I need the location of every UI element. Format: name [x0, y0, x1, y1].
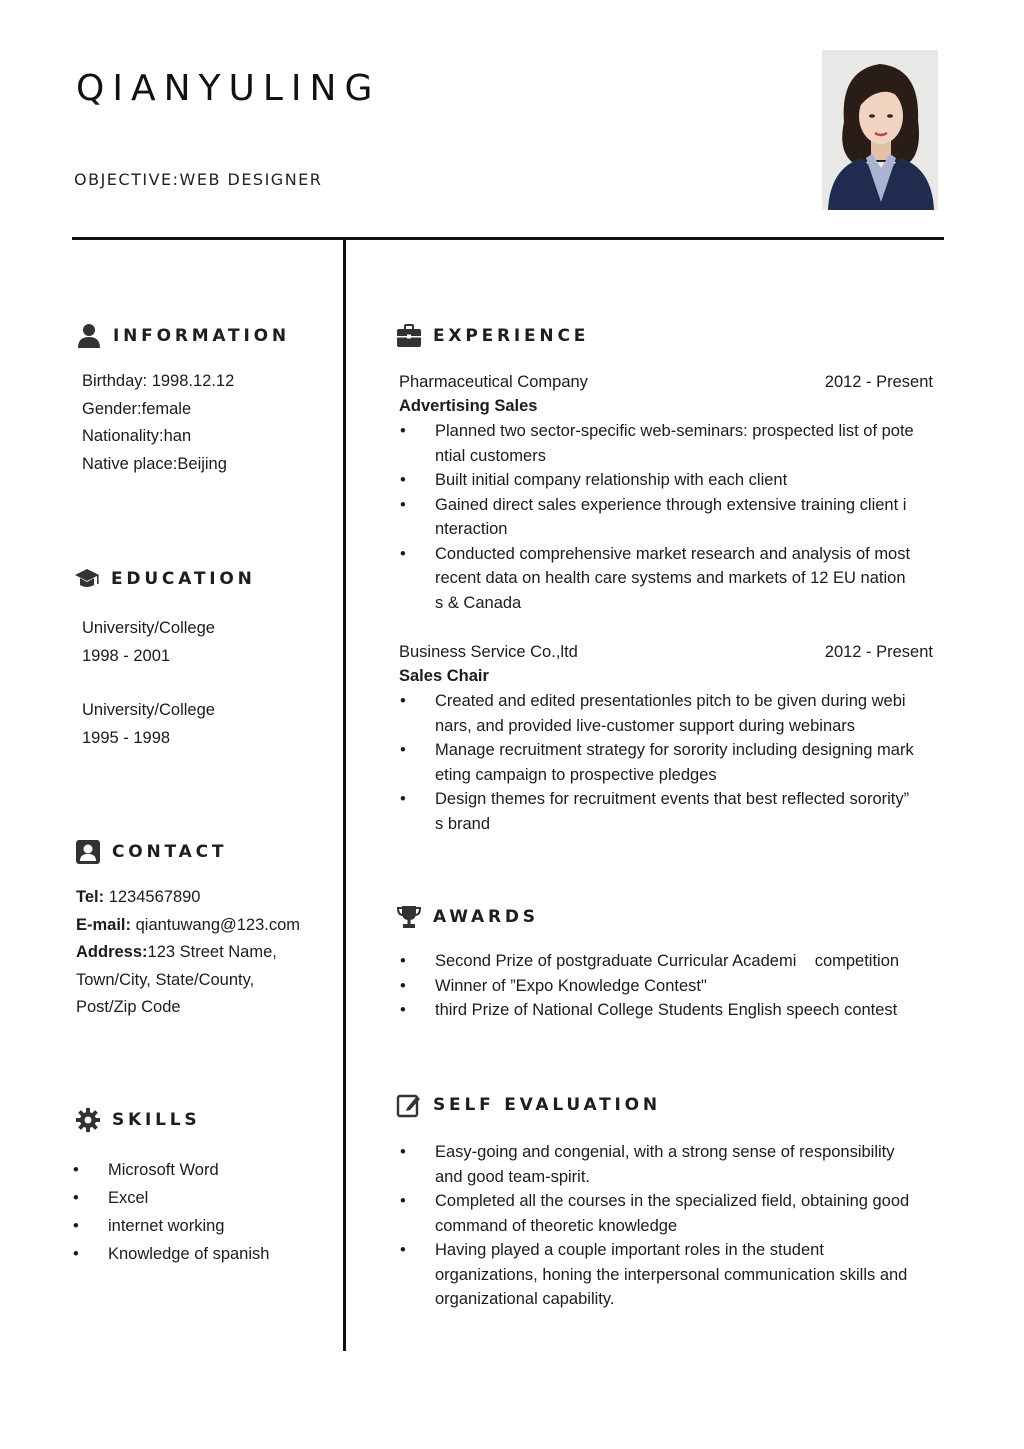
- contact-heading: [75, 839, 227, 865]
- education-title: EDUCATION: [111, 569, 256, 589]
- bullet-line: eting campaign to prospective pledges: [435, 765, 717, 784]
- bullet-line: recent data on health care systems and markets of 12 EU nation: [435, 569, 906, 587]
- birthday: Birthday: 1998.12.12: [82, 372, 235, 390]
- phone-label: Tel:: [76, 888, 105, 906]
- job-header: [399, 370, 933, 418]
- job-bullet: [435, 689, 945, 738]
- job-bullets: [435, 689, 945, 836]
- self-evaluation-heading: [396, 1092, 661, 1118]
- job-period: 2012 - Present: [824, 643, 933, 661]
- information-heading: [76, 323, 290, 349]
- edit-icon: [396, 1092, 422, 1118]
- bullet-line: ntial customers: [435, 446, 546, 465]
- person-icon: [76, 323, 102, 349]
- gear-icon: [75, 1107, 101, 1133]
- self-evaluation-list: [435, 1140, 945, 1312]
- address-value: Post/Zip Code: [76, 998, 181, 1016]
- skill-item: • internet working: [108, 1212, 269, 1240]
- skills-heading: [75, 1107, 200, 1133]
- bullet-line: • Built initial company relationship with each client: [435, 471, 788, 489]
- bullet-line: s & Canada: [435, 593, 522, 612]
- evaluation-line: command of theoretic knowledge: [435, 1216, 678, 1235]
- bullet-line: • Manage recruitment strategy for sorority including designing mark: [435, 741, 914, 759]
- skills-title: SKILLS: [112, 1110, 201, 1130]
- job-bullets: [435, 419, 945, 615]
- job-company: Business Service Co.,ltd: [399, 643, 578, 661]
- job-bullet: [435, 419, 945, 468]
- contact-title: CONTACT: [112, 842, 228, 862]
- skill-item: • Knowledge of spanish: [108, 1240, 269, 1268]
- header-divider: [72, 237, 944, 240]
- skill-item: • Microsoft Word: [108, 1156, 269, 1184]
- gender: Gender:female: [82, 399, 192, 418]
- award-item: [435, 998, 945, 1023]
- bullet-line: • Conducted comprehensive market research and analysis of most: [435, 544, 911, 563]
- bullet-line: • Gained direct sales experience through extensive training client i: [435, 495, 907, 514]
- native-place: Native place:Beijing: [82, 454, 227, 473]
- briefcase-icon: [396, 323, 422, 349]
- evaluation-line: • Having played a couple important roles in the student: [435, 1241, 824, 1259]
- job-period: 2012 - Present: [824, 373, 933, 391]
- evaluation-item: [435, 1238, 945, 1312]
- evaluation-line: • Completed all the courses in the specialized field, obtaining good: [435, 1192, 910, 1210]
- bullet-line: nteraction: [435, 520, 508, 538]
- experience-heading: [396, 323, 589, 349]
- evaluation-item: [435, 1189, 945, 1238]
- education-years: 1995 - 1998: [82, 728, 171, 747]
- self-evaluation-title: SELF EVALUATION: [433, 1095, 661, 1115]
- award-item: [435, 974, 945, 999]
- award-text: • Second Prize of postgraduate Curricular Academi competition: [435, 952, 900, 970]
- job-bullet: [435, 738, 945, 787]
- evaluation-item: [435, 1140, 945, 1189]
- experience-title: EXPERIENCE: [433, 326, 590, 346]
- job-bullet: [435, 787, 945, 836]
- award-text: • Winner of ”Expo Knowledge Contest": [435, 976, 707, 995]
- address-line: [76, 939, 300, 967]
- skills-list: [108, 1156, 269, 1268]
- profile-photo: [822, 50, 938, 210]
- evaluation-line: • Easy-going and congenial, with a strong sense of responsibility: [435, 1143, 895, 1161]
- nationality: Nationality:han: [82, 427, 192, 445]
- bullet-line: • Design themes for recruitment events that best reflected sorority”: [435, 790, 910, 808]
- skill-item: • Excel: [108, 1184, 269, 1212]
- graduation-cap-icon: [74, 566, 100, 592]
- objective: OBJECTIVE:WEB DESIGNER: [74, 170, 323, 189]
- bullet-line: • Created and edited presentationles pitch to be given during webi: [435, 692, 906, 710]
- awards-list: [435, 949, 945, 1023]
- bullet-line: s brand: [435, 814, 491, 833]
- contact-card-icon: [75, 839, 101, 865]
- contact-list: [76, 884, 300, 1022]
- education-school: University/College: [82, 701, 215, 719]
- education-heading: [74, 566, 256, 592]
- awards-title: AWARDS: [433, 907, 539, 927]
- evaluation-line: and good team-spirit.: [435, 1167, 591, 1186]
- job-header: [399, 640, 933, 688]
- education-entry: [82, 697, 215, 752]
- trophy-icon: [396, 904, 422, 930]
- phone-line: [76, 884, 300, 912]
- evaluation-line: organizations, honing the interpersonal communication skills and: [435, 1265, 908, 1284]
- education-school: University/College: [82, 619, 215, 637]
- awards-heading: [396, 904, 539, 930]
- evaluation-line: organizational capability.: [435, 1290, 615, 1308]
- information-title: INFORMATION: [113, 326, 290, 346]
- address-label: Address:: [76, 943, 148, 961]
- email-value: qiantuwang@123.com: [131, 915, 301, 934]
- email-line: [76, 912, 300, 940]
- award-text: • third Prize of National College Students English speech contest: [435, 1001, 898, 1019]
- column-divider: [343, 240, 346, 1351]
- job-bullet: [435, 542, 945, 616]
- job-role: Sales Chair: [399, 667, 489, 685]
- phone-value: 1234567890: [104, 888, 201, 906]
- bullet-line: nars, and provided live-customer support during webinars: [435, 716, 856, 735]
- candidate-name: QIANYULING: [76, 68, 381, 109]
- job-bullet: [435, 468, 945, 493]
- bullet-line: • Planned two sector-specific web-seminars: prospected list of pote: [435, 422, 914, 440]
- award-item: [435, 949, 945, 974]
- education-years: 1998 - 2001: [82, 646, 171, 665]
- job-role: Advertising Sales: [399, 397, 538, 415]
- address-value: 123 Street Name,: [147, 943, 277, 961]
- email-label: E-mail:: [76, 915, 132, 934]
- education-entry: [82, 615, 215, 670]
- information-list: [82, 368, 234, 478]
- address-value: Town/City, State/County,: [76, 970, 255, 989]
- job-bullet: [435, 493, 945, 542]
- job-company: Pharmaceutical Company: [399, 373, 588, 391]
